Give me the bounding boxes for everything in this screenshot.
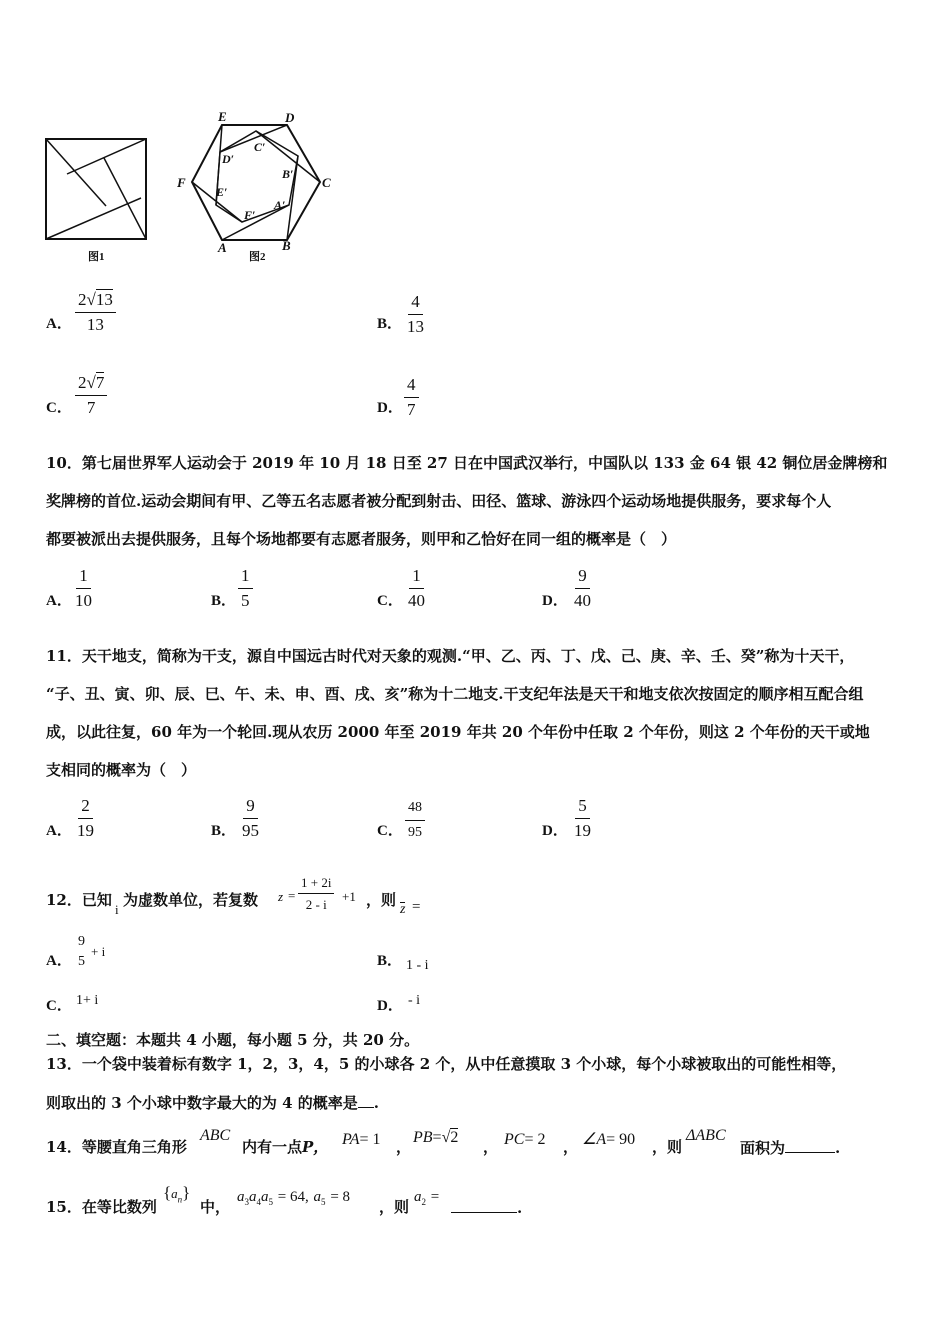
q10-option-d-value: $\frac{9}{40}$	[574, 566, 591, 610]
q12-fraction: $\frac{1 + 2i}{2 - i}$	[298, 874, 334, 913]
label-C: C	[322, 175, 331, 190]
q10-line-1: 10．第七届世界军人运动会于 2019 年 10 月 18 日至 27 日在中国武汉举行，中国队以 133 金 64 银 42 铜位居金牌榜和	[46, 454, 888, 472]
q14-answer-blank[interactable]	[785, 1137, 835, 1153]
q14-then: ，则	[652, 1138, 683, 1156]
label-B: B	[282, 238, 291, 253]
q11-option-c-label: C．	[377, 823, 403, 839]
q13-answer-blank[interactable]	[358, 1092, 374, 1108]
q12-z: z	[278, 889, 284, 904]
label-Bp: B′	[282, 167, 294, 181]
fig2-caption: 图2	[249, 251, 266, 263]
q9-option-a-label: A．	[46, 316, 72, 332]
label-E: E	[218, 109, 227, 124]
label-Ap: A′	[274, 198, 286, 212]
label-Cp: C′	[254, 140, 266, 154]
q10-line-2: 奖牌榜的首位.运动会期间有甲、乙等五名志愿者被分配到射击、田径、篮球、游泳四个运动场地提供服务，要求每个人	[46, 492, 832, 510]
fig1-caption: 图1	[88, 251, 105, 263]
q10-option-a-label: A．	[46, 593, 72, 609]
q11-line-4: 支相同的概率为（ ）	[46, 761, 197, 779]
q15-then: ，则	[379, 1198, 410, 1216]
q14-pa: PA= 1	[342, 1131, 381, 1148]
q9-option-d-label: D．	[377, 400, 403, 416]
q11-option-c-value: $\frac{48}{95}$	[405, 798, 425, 843]
q12-option-a-value: 9 5	[78, 934, 85, 969]
q14-pb: PB=√2	[413, 1129, 459, 1146]
figure-2	[172, 105, 342, 265]
q15-seq: $\{a_n\}$	[163, 1183, 191, 1205]
q10-option-c-value: $\frac{1}{40}$	[408, 566, 425, 610]
q13-line-1: 13．一个袋中装着标有数字 1，2，3，4，5 的小球各 2 个，从中任意摸取 3 个小球，每个小球被取出的可能性相等，	[46, 1055, 847, 1073]
label-D: D	[285, 110, 295, 125]
q12-prefix: 12．已知	[46, 891, 112, 909]
q9-option-a-value: $\frac{2√13}{13}$	[75, 290, 116, 335]
q12-mid: 为虚数单位，若复数	[123, 891, 259, 909]
q12-equals: =	[412, 899, 421, 915]
q9-option-b-label: B．	[377, 316, 403, 332]
q15-answer-blank[interactable]	[451, 1197, 517, 1213]
section-2-heading: 二、填空题：本题共 4 小题，每小题 5 分，共 20 分。	[46, 1031, 420, 1049]
q12-zbar: z	[400, 902, 406, 917]
q11-line-1: 11．天干地支，简称为干支，源自中国远古时代对天象的观测.“甲、乙、丙、丁、戊、己、庚、辛、壬、癸”称为十天干，	[46, 647, 855, 665]
q12-eq: =	[288, 888, 296, 903]
q10-option-a-value: $\frac{1}{10}$	[75, 566, 92, 610]
q12-option-a-tail: + i	[91, 944, 106, 959]
label-Dp: D′	[222, 152, 235, 166]
q14-pc: PC= 2	[504, 1131, 546, 1148]
q15-expression: $a_3a_4a_5 = 64$, $a_5 = 8$	[237, 1189, 351, 1207]
q12-option-c-label: C．	[46, 998, 72, 1014]
label-Ep: E′	[216, 185, 228, 199]
q15-mid: 中，	[200, 1198, 231, 1216]
q12-option-b-label: B．	[377, 953, 403, 969]
q10-option-b-value: $\frac{1}{5}$	[238, 566, 253, 611]
q12-then: ，则	[366, 891, 397, 909]
q12-i: i	[115, 902, 119, 917]
q12-option-a-label: A．	[46, 953, 72, 969]
label-Fp: F′	[244, 208, 256, 222]
figure-1	[40, 132, 155, 267]
q10-option-b-label: B．	[211, 593, 237, 609]
q11-option-d-value: $\frac{5}{19}$	[574, 796, 591, 840]
q9-option-c-label: C．	[46, 400, 72, 416]
q14-abc: ABC	[200, 1127, 231, 1144]
q12-plus1: +1	[342, 889, 356, 904]
q11-option-b-label: B．	[211, 823, 237, 839]
q11-line-2: “子、丑、寅、卯、辰、巳、午、未、申、酉、戌、亥”称为十二地支.干支纪年法是天干和地支依次按固定的顺序相互配合组	[46, 685, 864, 703]
q13-line-2: 则取出的 3 个小球中数字最大的为 4 的概率是 .	[46, 1094, 379, 1112]
q9-option-d-value: $\frac{4}{7}$	[404, 375, 419, 420]
q9-option-c-value: $\frac{2√7}{7}$	[75, 373, 107, 418]
q11-option-d-label: D．	[542, 823, 568, 839]
q12-option-c-value: 1+ i	[76, 993, 99, 1008]
q9-option-b-value: $\frac{4}{13}$	[407, 292, 424, 336]
q15-tail: .	[451, 1197, 522, 1218]
q14-tail: 面积为 .	[740, 1139, 841, 1157]
q12-option-b-value: 1 - i	[406, 958, 429, 973]
q12-option-d-label: D．	[377, 998, 403, 1014]
label-F: F	[177, 175, 186, 190]
q11-line-3: 成，以此往复，60 年为一个轮回.现从农历 2000 年至 2019 年共 20 个年份中任取 2 个年份，则这 2 个年份的天干或地	[46, 723, 870, 741]
q14-mid: 内有一点P，	[242, 1138, 329, 1156]
q11-option-b-value: $\frac{9}{95}$	[242, 796, 259, 840]
q10-line-3: 都要被派出去提供服务，且每个场地都要有志愿者服务，则甲和乙恰好在同一组的概率是（ ）	[46, 530, 677, 548]
q11-option-a-value: $\frac{2}{19}$	[77, 796, 94, 840]
q14-triangle: ΔABC	[686, 1127, 726, 1144]
q10-option-d-label: D．	[542, 593, 568, 609]
q14-angle: ∠A= 90	[582, 1131, 636, 1148]
q11-option-a-label: A．	[46, 823, 72, 839]
q10-option-c-label: C．	[377, 593, 403, 609]
label-A: A	[218, 240, 227, 255]
fig1-outer-square	[46, 139, 146, 239]
q12-option-d-value: - i	[408, 993, 421, 1008]
q14-prefix: 14．等腰直角三角形	[46, 1138, 187, 1156]
q15-a2: $a_2$ =	[414, 1189, 440, 1207]
q15-prefix: 15．在等比数列	[46, 1198, 157, 1216]
